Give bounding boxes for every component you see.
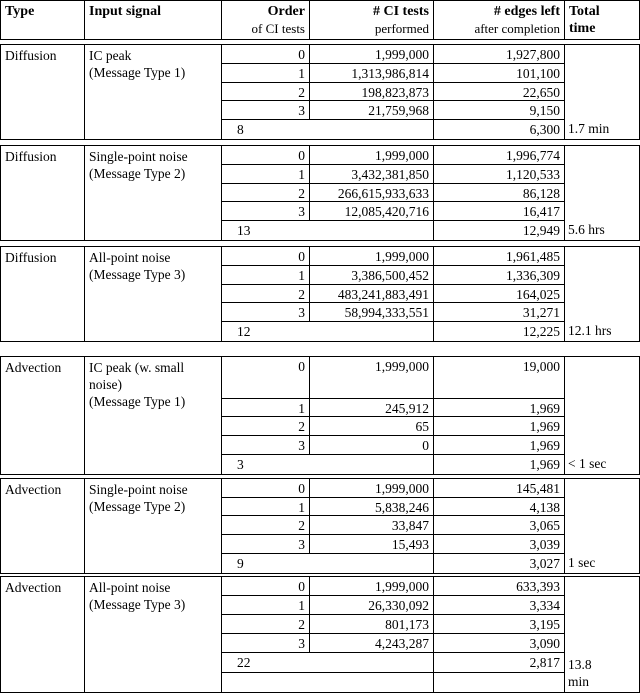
type-cell: Diffusion — [1, 45, 85, 139]
order-cell: 0 — [222, 479, 310, 498]
ci-tests-cell: 0 — [310, 436, 434, 455]
table-block — [0, 246, 640, 342]
order-cell: 2 — [222, 285, 310, 304]
col-header-total-time-label: Total — [569, 4, 600, 19]
order-cell: 2 — [222, 184, 310, 203]
order-cell: 2 — [222, 417, 310, 436]
edges-cell: 1,996,774 — [434, 146, 565, 165]
ci-tests-cell: 15,493 — [310, 535, 434, 554]
table-block — [0, 44, 640, 140]
edges-cell: 9,150 — [434, 101, 565, 120]
signal-line: (Message Type 2) — [89, 165, 186, 181]
edges-cell: 633,393 — [434, 577, 565, 596]
col-header-order — [222, 1, 310, 39]
edges-cell: 3,039 — [434, 535, 565, 554]
order-cell: 3 — [222, 202, 310, 221]
total-time-line: 13.8 — [568, 656, 592, 672]
signal-cell — [85, 146, 222, 240]
order-cell: 1 — [222, 596, 310, 615]
order-cell: 3 — [222, 455, 434, 474]
total-time-cell — [565, 247, 638, 341]
total-time-line: < 1 sec — [568, 455, 607, 471]
ci-tests-cell: 1,999,000 — [310, 146, 434, 165]
order-cell: 1 — [222, 498, 310, 517]
order-cell: 13 — [222, 221, 434, 240]
signal-cell — [85, 45, 222, 139]
total-time-cell — [565, 357, 638, 474]
order-cell — [222, 673, 434, 692]
type-cell: Advection — [1, 357, 85, 474]
order-cell: 0 — [222, 577, 310, 596]
order-cell: 2 — [222, 615, 310, 634]
total-time-line: 1 sec — [568, 554, 596, 570]
order-cell: 0 — [222, 357, 310, 399]
edges-cell: 1,969 — [434, 455, 565, 474]
ci-tests-cell: 483,241,883,491 — [310, 285, 434, 304]
ci-tests-cell: 3,432,381,850 — [310, 165, 434, 184]
ci-tests-cell: 65 — [310, 417, 434, 436]
edges-cell: 164,025 — [434, 285, 565, 304]
edges-cell: 6,300 — [434, 120, 565, 139]
edges-cell: 101,100 — [434, 64, 565, 83]
table-block — [0, 356, 640, 475]
signal-line: (Message Type 3) — [89, 266, 186, 282]
col-header-edges-left-label: # edges left — [493, 4, 560, 19]
ci-tests-cell: 58,994,333,551 — [310, 303, 434, 322]
signal-line: (Message Type 3) — [89, 596, 186, 612]
ci-tests-cell: 1,999,000 — [310, 45, 434, 64]
ci-tests-cell: 1,999,000 — [310, 577, 434, 596]
edges-cell: 1,120,533 — [434, 165, 565, 184]
edges-cell: 2,817 — [434, 653, 565, 672]
col-header-order-sub: of CI tests — [251, 21, 305, 36]
edges-cell: 1,969 — [434, 436, 565, 455]
type-cell: Diffusion — [1, 247, 85, 341]
col-header-ci-tests-sub: performed — [374, 21, 429, 36]
edges-cell: 1,336,309 — [434, 266, 565, 285]
order-cell: 0 — [222, 146, 310, 165]
col-header-total-time — [565, 1, 638, 39]
total-time-line: 1.7 min — [568, 120, 610, 136]
signal-cell — [85, 479, 222, 573]
edges-cell: 22,650 — [434, 83, 565, 102]
signal-line: Single-point noise — [89, 148, 188, 164]
signal-line: All-point noise — [89, 249, 171, 265]
edges-cell: 86,128 — [434, 184, 565, 203]
col-header-order-label: Order — [267, 4, 305, 19]
edges-cell: 1,969 — [434, 417, 565, 436]
edges-cell: 145,481 — [434, 479, 565, 498]
col-header-type-label: Type — [5, 4, 35, 19]
total-time-line: 12.1 hrs — [568, 322, 612, 338]
total-time-cell — [565, 45, 638, 139]
ci-tests-cell: 266,615,933,633 — [310, 184, 434, 203]
total-time-line: 5.6 hrs — [568, 221, 605, 237]
col-header-input-signal — [85, 1, 222, 39]
order-cell: 3 — [222, 535, 310, 554]
ci-tests-cell: 1,999,000 — [310, 247, 434, 266]
total-time-cell — [565, 146, 638, 240]
edges-cell: 19,000 — [434, 357, 565, 399]
col-header-ci-tests — [310, 1, 434, 39]
table-block — [0, 576, 640, 693]
signal-line: noise) — [89, 376, 122, 392]
order-cell: 3 — [222, 101, 310, 120]
order-cell: 12 — [222, 322, 434, 341]
table-block — [0, 145, 640, 241]
type-cell: Advection — [1, 577, 85, 692]
order-cell: 1 — [222, 64, 310, 83]
order-cell: 8 — [222, 120, 434, 139]
signal-line: All-point noise — [89, 579, 171, 595]
ci-tests-cell: 3,386,500,452 — [310, 266, 434, 285]
col-header-edges-left-sub: after completion — [474, 21, 560, 36]
order-cell: 3 — [222, 634, 310, 653]
signal-cell — [85, 577, 222, 692]
ci-tests-cell: 12,085,420,716 — [310, 202, 434, 221]
col-header-edges-left — [434, 1, 565, 39]
table-body — [0, 44, 640, 693]
ci-tests-cell: 5,838,246 — [310, 498, 434, 517]
order-cell: 3 — [222, 303, 310, 322]
order-cell: 1 — [222, 266, 310, 285]
ci-tests-cell: 198,823,873 — [310, 83, 434, 102]
edges-cell: 1,927,800 — [434, 45, 565, 64]
order-cell: 0 — [222, 45, 310, 64]
ci-tests-cell: 1,999,000 — [310, 357, 434, 399]
ci-tests-cell: 1,313,986,814 — [310, 64, 434, 83]
total-time-cell — [565, 577, 638, 692]
order-cell: 3 — [222, 436, 310, 455]
edges-cell: 4,138 — [434, 498, 565, 517]
order-cell: 0 — [222, 247, 310, 266]
total-time-line: min — [568, 673, 590, 689]
order-cell: 9 — [222, 554, 434, 573]
signal-line: (Message Type 1) — [89, 65, 186, 80]
total-time-cell — [565, 479, 638, 573]
col-header-total-time-sub: time — [569, 21, 596, 36]
ci-tests-cell: 21,759,968 — [310, 101, 434, 120]
ci-tests-cell: 26,330,092 — [310, 596, 434, 615]
edges-cell: 1,969 — [434, 399, 565, 418]
signal-line: Single-point noise — [89, 481, 188, 497]
col-header-ci-tests-label: # CI tests — [373, 4, 429, 19]
order-cell: 1 — [222, 165, 310, 184]
signal-cell — [85, 357, 222, 474]
edges-cell: 12,225 — [434, 322, 565, 341]
signal-line: (Message Type 2) — [89, 498, 186, 514]
edges-cell: 3,027 — [434, 554, 565, 573]
edges-cell: 3,195 — [434, 615, 565, 634]
table-block — [0, 478, 640, 574]
edges-cell: 3,334 — [434, 596, 565, 615]
signal-line: (Message Type 1) — [89, 393, 186, 409]
ci-tests-cell: 33,847 — [310, 516, 434, 535]
ci-tests-cell: 245,912 — [310, 399, 434, 418]
table-header — [0, 0, 640, 40]
edges-cell — [434, 673, 565, 692]
edges-cell: 31,271 — [434, 303, 565, 322]
col-header-type — [1, 1, 85, 39]
edges-cell: 1,961,485 — [434, 247, 565, 266]
signal-line: IC peak (w. small — [89, 359, 185, 375]
ci-tests-cell: 4,243,287 — [310, 634, 434, 653]
order-cell: 2 — [222, 516, 310, 535]
edges-cell: 12,949 — [434, 221, 565, 240]
type-cell: Diffusion — [1, 146, 85, 240]
edges-cell: 3,065 — [434, 516, 565, 535]
signal-line: IC peak — [89, 48, 132, 63]
order-cell: 2 — [222, 83, 310, 102]
col-header-input-signal-label: Input signal — [89, 4, 161, 19]
signal-cell — [85, 247, 222, 341]
type-cell: Advection — [1, 479, 85, 573]
edges-cell: 16,417 — [434, 202, 565, 221]
ci-tests-cell: 1,999,000 — [310, 479, 434, 498]
order-cell: 22 — [222, 653, 434, 672]
order-cell: 1 — [222, 399, 310, 418]
ci-tests-cell: 801,173 — [310, 615, 434, 634]
edges-cell: 3,090 — [434, 634, 565, 653]
